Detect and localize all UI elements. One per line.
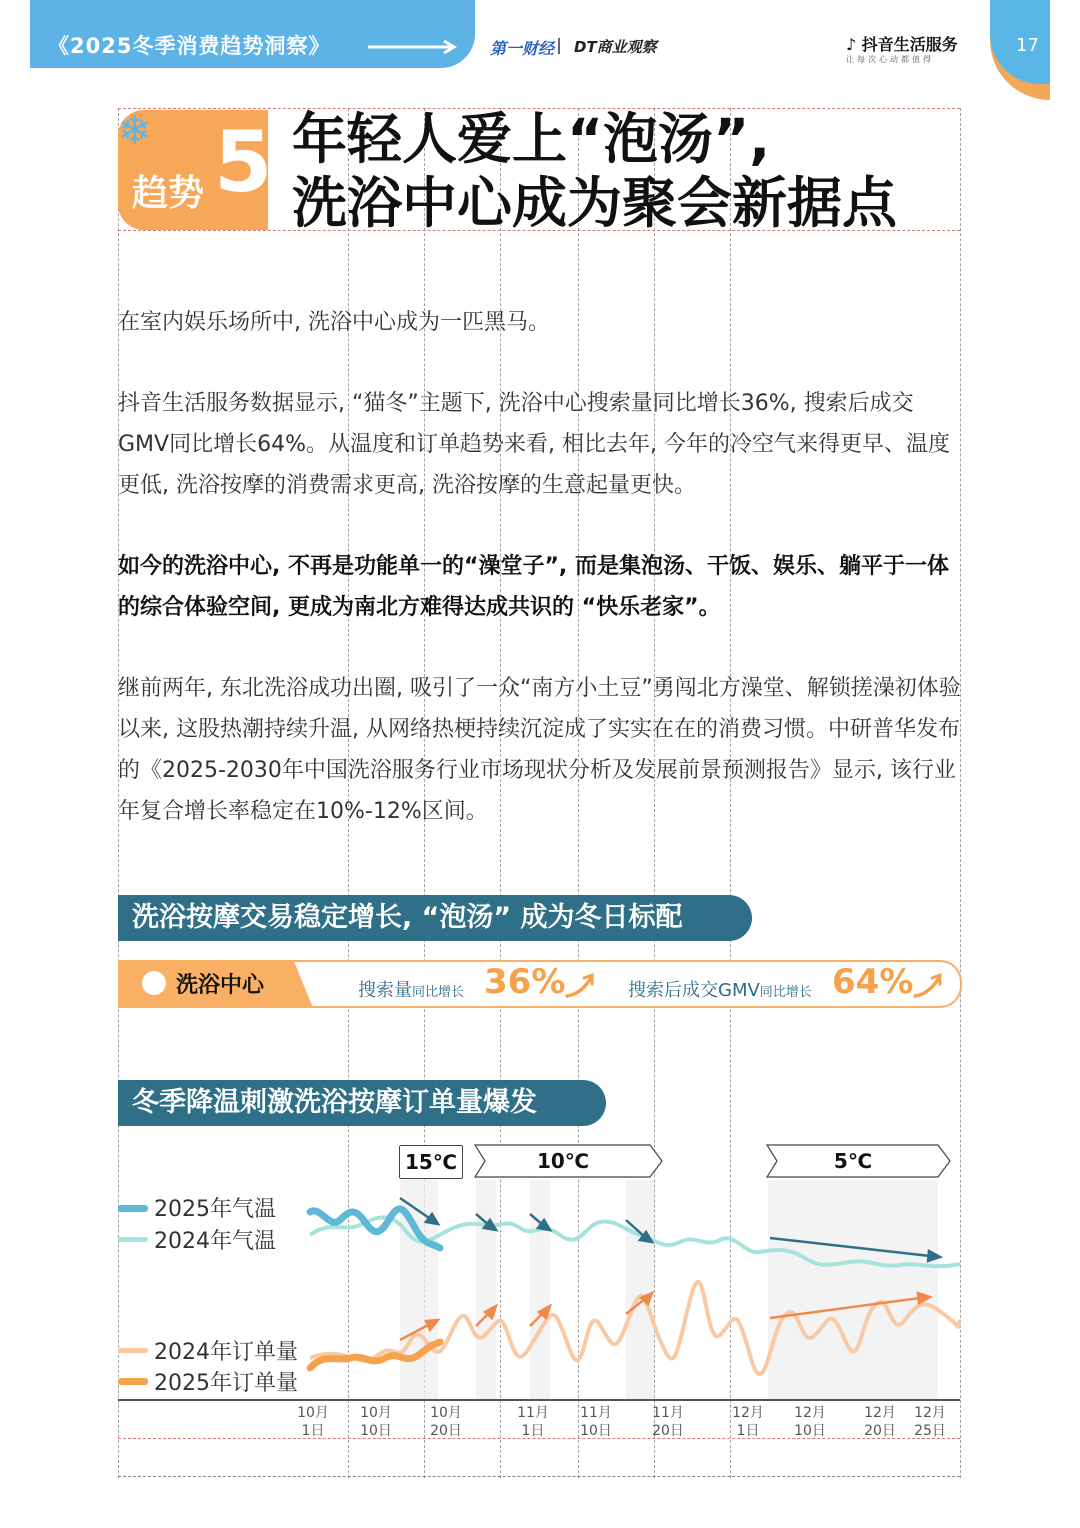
x-tick-day: 20日 — [430, 1423, 462, 1439]
x-tick-label — [356, 1404, 396, 1440]
stat-gmv-label-main: 搜索后成交GMV — [628, 980, 760, 1001]
x-tick-label — [728, 1404, 768, 1440]
paragraph-highlight: 如今的洗浴中心, 不再是功能单一的“澡堂子”, 而是集泡汤、干饭、娱乐、躺平于一体的综合体验空间, 更成为南北方难得达成共识的 “快乐老家”。 — [118, 554, 949, 620]
douyin-slogan: 让每次心动都值得 — [846, 55, 934, 64]
stat-search-value: 36% — [484, 962, 566, 1002]
stat-gmv-value: 64% — [832, 962, 914, 1002]
x-tick-month: 10月 — [360, 1405, 392, 1421]
yicai-logo: 第一财经 — [490, 39, 555, 58]
x-tick-month: 11月 — [580, 1405, 612, 1421]
highlight-period — [476, 1180, 496, 1400]
dt-logo: DT商业观察 — [574, 38, 657, 56]
highlight-period — [626, 1180, 654, 1400]
trend-label: 趋势 — [132, 173, 205, 214]
x-tick-day: 1日 — [521, 1423, 545, 1439]
x-tick-month: 12月 — [914, 1405, 946, 1421]
legend-orders-2025: 2025年订单量 — [154, 1371, 298, 1396]
x-tick-label — [860, 1404, 900, 1440]
stats-category: 洗浴中心 — [176, 973, 265, 998]
stat-gmv-label — [628, 976, 812, 1002]
stat-search-label-sub: 同比增长 — [412, 985, 465, 1000]
snowflake-icon: ❄ — [118, 108, 152, 154]
temp-tag-15: 15℃ — [399, 1145, 463, 1179]
x-tick-label — [426, 1404, 466, 1440]
page-title-line2: 洗浴中心成为聚会新据点 — [292, 171, 898, 235]
legend-swatch-orders-2024 — [118, 1348, 148, 1353]
logo-divider — [558, 38, 560, 54]
douyin-logo: ♪ 抖音生活服务 — [846, 35, 958, 54]
legend-swatch-temp-2024 — [118, 1237, 148, 1242]
x-tick-month: 11月 — [652, 1405, 684, 1421]
x-tick-day: 10日 — [794, 1423, 826, 1439]
x-tick-month: 11月 — [517, 1405, 549, 1421]
highlight-period — [530, 1180, 550, 1400]
growth-arrow-icon — [564, 970, 596, 1000]
paragraph-intro: 在室内娱乐场所中, 洗浴中心成为一匹黑马。 — [118, 310, 550, 335]
x-tick-label — [648, 1404, 688, 1440]
x-tick-month: 12月 — [794, 1405, 826, 1421]
section-banner-orders: 冬季降温刺激洗浴按摩订单量爆发 — [118, 1080, 606, 1126]
legend-swatch-temp-2025 — [118, 1205, 148, 1212]
x-tick-day: 10日 — [360, 1423, 392, 1439]
x-tick-label — [576, 1404, 616, 1440]
douyin-logo-text: 抖音生活服务 — [861, 35, 958, 54]
x-tick-month: 12月 — [732, 1405, 764, 1421]
stat-search-label-main: 搜索量 — [358, 980, 412, 1001]
temp-tag-10: 10℃ — [536, 1149, 590, 1173]
stat-gmv-label-sub: 同比增长 — [759, 985, 812, 1000]
growth-arrow-icon — [912, 970, 944, 1000]
x-tick-day: 20日 — [652, 1423, 684, 1439]
legend-orders-2024: 2024年订单量 — [154, 1340, 298, 1365]
x-tick-label — [513, 1404, 553, 1440]
x-tick-day: 10日 — [580, 1423, 612, 1439]
stat-search-label — [358, 976, 464, 1002]
x-tick-month: 10月 — [430, 1405, 462, 1421]
x-tick-month: 10月 — [297, 1405, 329, 1421]
paragraph-data: 抖音生活服务数据显示, “猫冬”主题下, 洗浴中心搜索量同比增长36%, 搜索后成交GMV同比增长64%。从温度和订单趋势来看, 相比去年, 今年的冷空气来得更早、温度更低, 洗浴按摩的消费需求更高, 洗浴按摩的生意起量更快。 — [118, 391, 950, 498]
x-tick-label — [910, 1404, 950, 1440]
x-tick-month: 12月 — [864, 1405, 896, 1421]
paragraph-background: 继前两年, 东北洗浴成功出圈, 吸引了一众“南方小土豆”勇闯北方澡堂、解锁搓澡初体验以来, 这股热潮持续升温, 从网络热梗持续沉淀成了实实在在的消费习惯。中研普华发布的《2025-2030年中国洗浴服务行业市场现状分析及发展前景预测报告》显示, 该行业年复合增长率稳定在10%-12%区间。 — [118, 676, 961, 824]
page-number: 17 — [1016, 35, 1039, 56]
x-tick-day: 25日 — [914, 1423, 946, 1439]
x-tick-day: 1日 — [736, 1423, 760, 1439]
legend-swatch-orders-2025 — [118, 1378, 148, 1385]
trend-number: 5 — [214, 113, 273, 211]
arrow-right-icon — [368, 40, 458, 54]
legend-temp-2024: 2024年气温 — [154, 1229, 276, 1254]
x-tick-label — [790, 1404, 830, 1440]
guide-line — [118, 1476, 960, 1477]
x-tick-label — [293, 1404, 333, 1440]
section-banner-growth: 洗浴按摩交易稳定增长, “泡汤” 成为冬日标配 — [118, 895, 752, 941]
report-title: 《2025冬季消费趋势洞察》 — [48, 34, 331, 58]
highlight-period — [768, 1180, 938, 1400]
x-tick-day: 20日 — [864, 1423, 896, 1439]
temp-tag-5: 5℃ — [833, 1149, 873, 1173]
page-title-line1: 年轻人爱上“泡汤”, — [292, 107, 771, 171]
legend-temp-2025: 2025年气温 — [154, 1197, 276, 1222]
category-dot-icon — [142, 971, 166, 995]
x-tick-day: 1日 — [301, 1423, 325, 1439]
